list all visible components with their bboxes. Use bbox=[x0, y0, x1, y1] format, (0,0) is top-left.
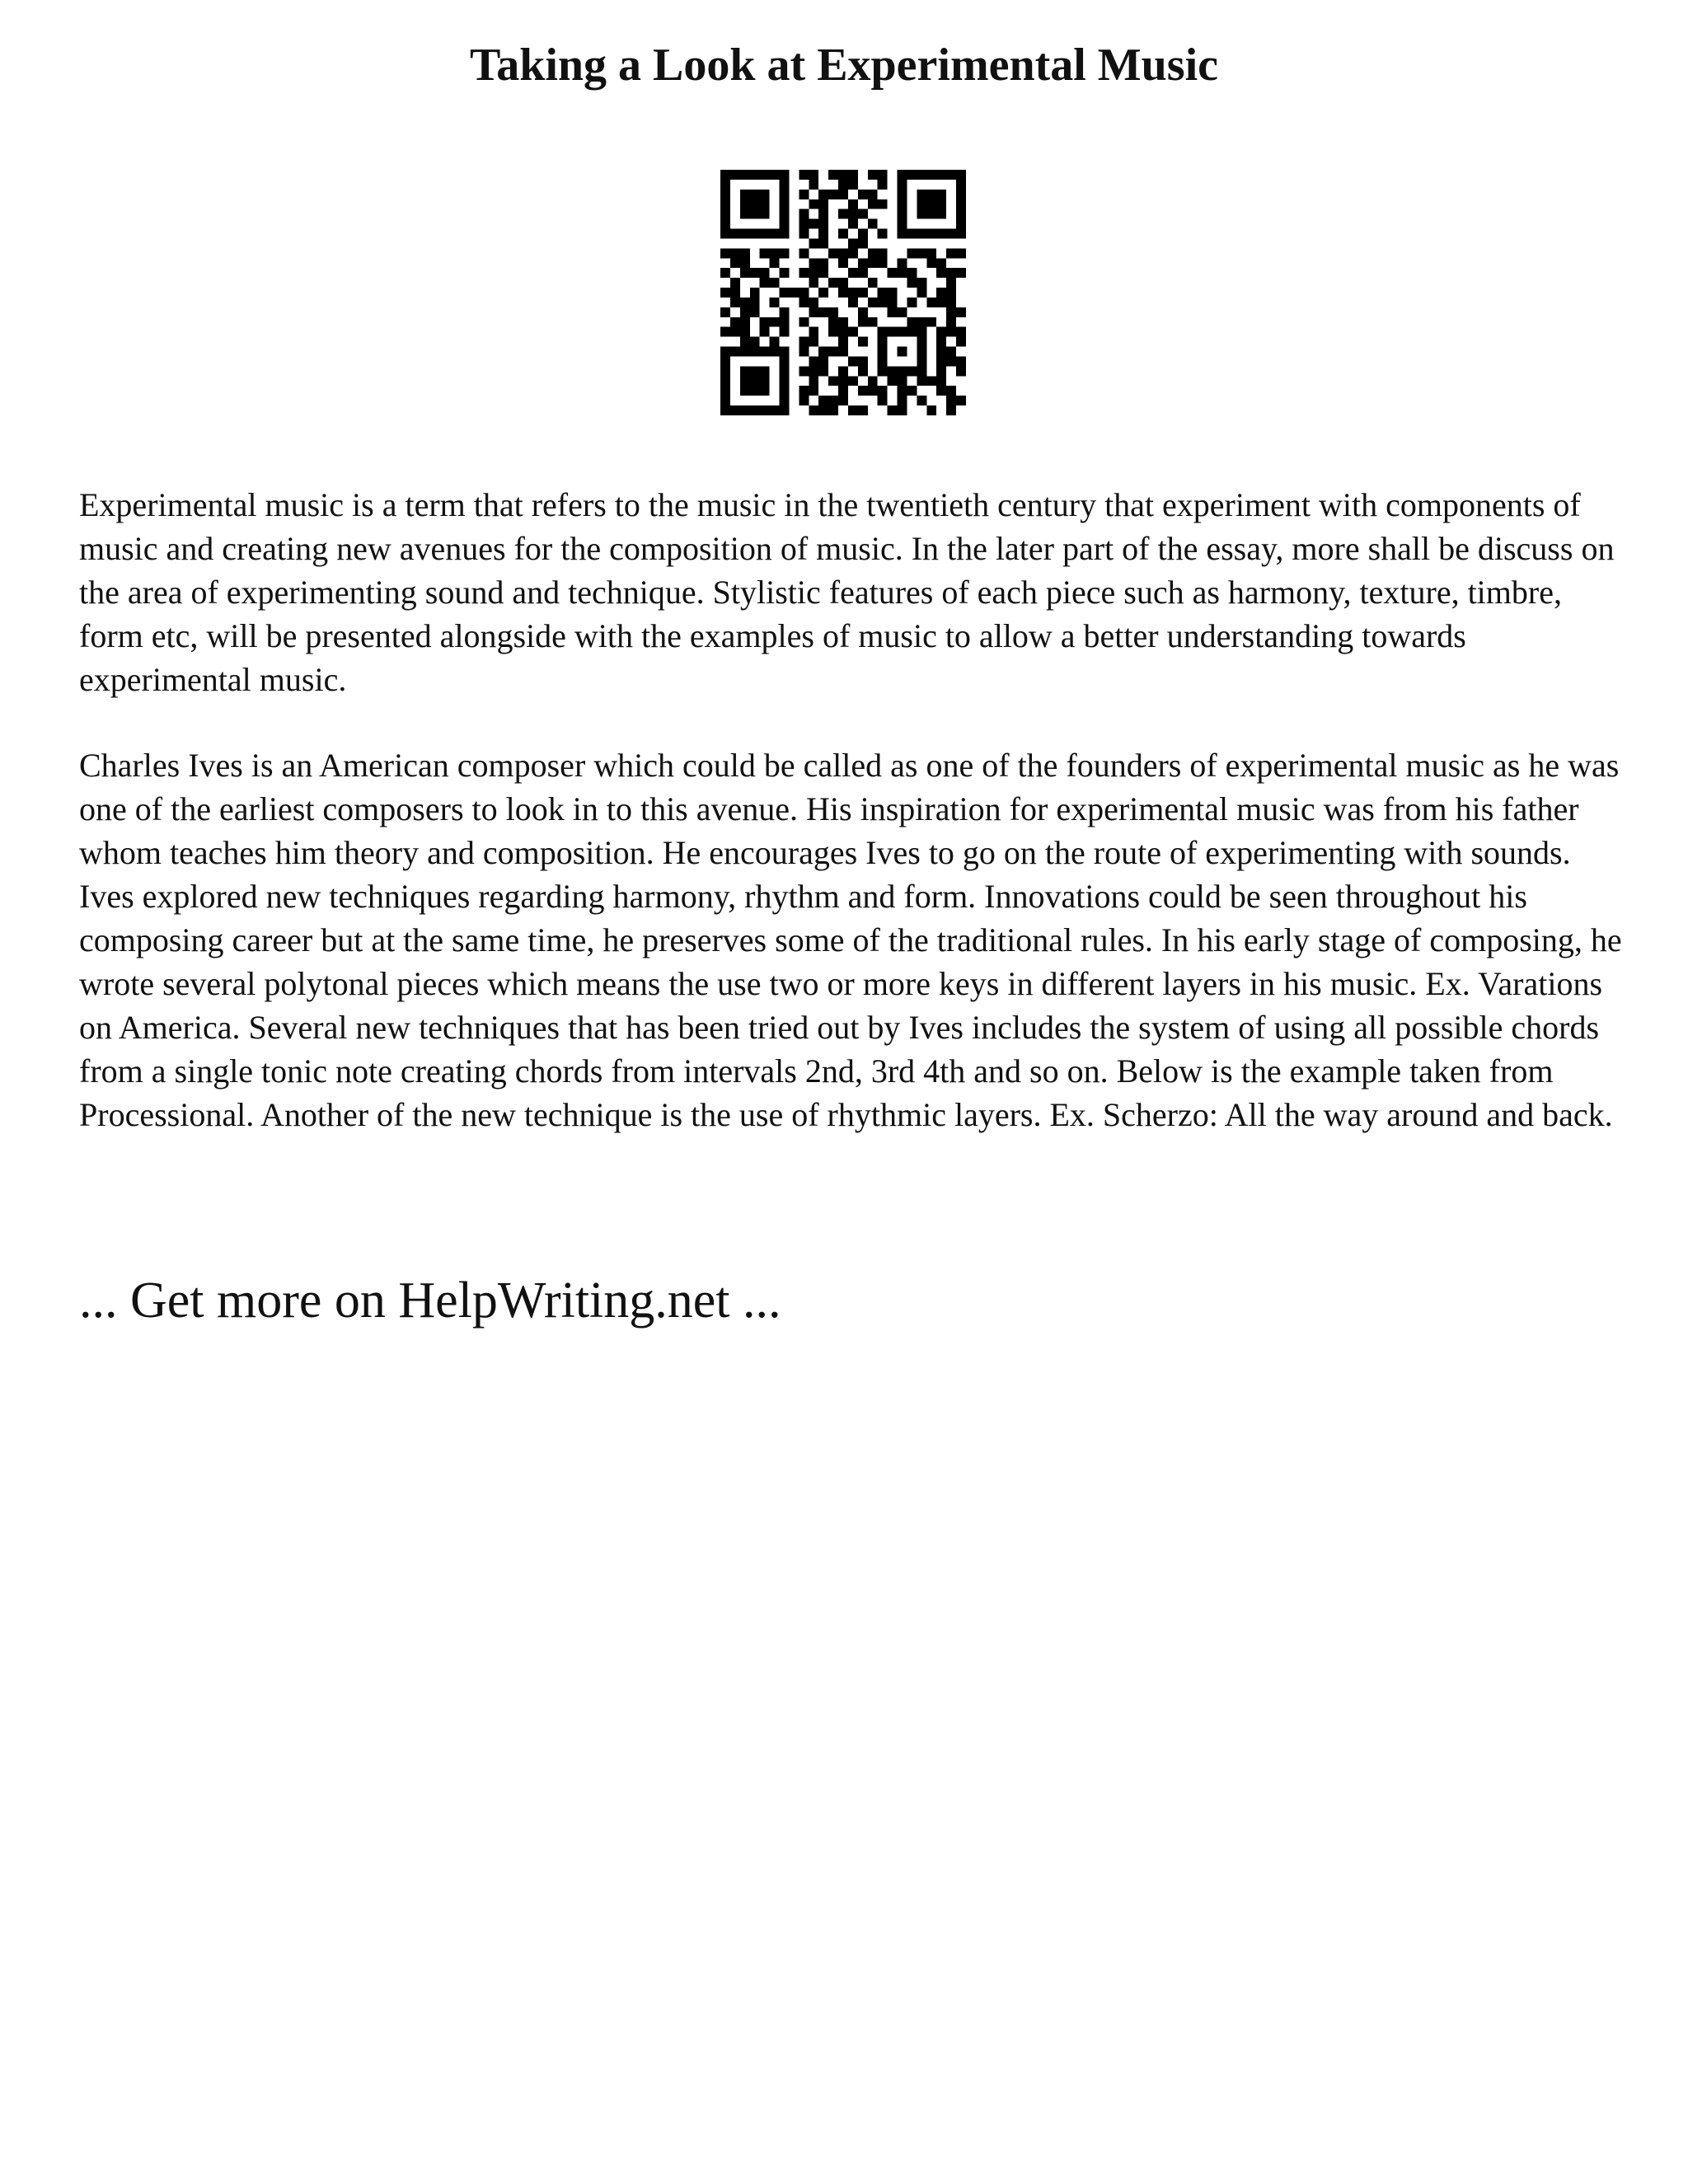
page-title: Taking a Look at Experimental Music bbox=[469, 40, 1219, 91]
body-paragraph-1: Experimental music is a term that refers to the music in the twentieth century that experiment with components of music and creating new avenues for the composition of music. In the later part of the essay, more shall be discuss on the area of experimenting sound and technique. Stylistic features of each piece such as harmony, texture, timbre, form etc, will be presented alongside with the examples of music to allow a better understanding towards experimental music. bbox=[79, 486, 1615, 698]
get-more-link[interactable]: ... Get more on HelpWriting.net ... bbox=[79, 1272, 781, 1329]
qr-code-icon bbox=[720, 170, 966, 415]
body-paragraph-2: Charles Ives is an American composer which could be called as one of the founders of experimental music as he was one of the earliest composers to look in to this avenue. His inspiration for experimental music was from his father whom teaches him theory and composition. He encourages Ives to go on the route of experimenting with sounds. Ives explored new techniques regarding harmony, rhythm and form. Innovations could be seen throughout his composing career but at the same time, he preserves some of the traditional rules. In his early stage of composing, he wrote several polytonal pieces which means the use two or more keys in different layers in his music. Ex. Varations on America. Several new techniques that has been tried out by Ives includes the system of using all possible chords from a single tonic note creating chords from intervals 2nd, 3rd 4th and so on. Below is the example taken from Processional. Another of the new technique is the use of rhythmic layers. Ex. Scherzo: All the way around and back. bbox=[79, 747, 1622, 1133]
